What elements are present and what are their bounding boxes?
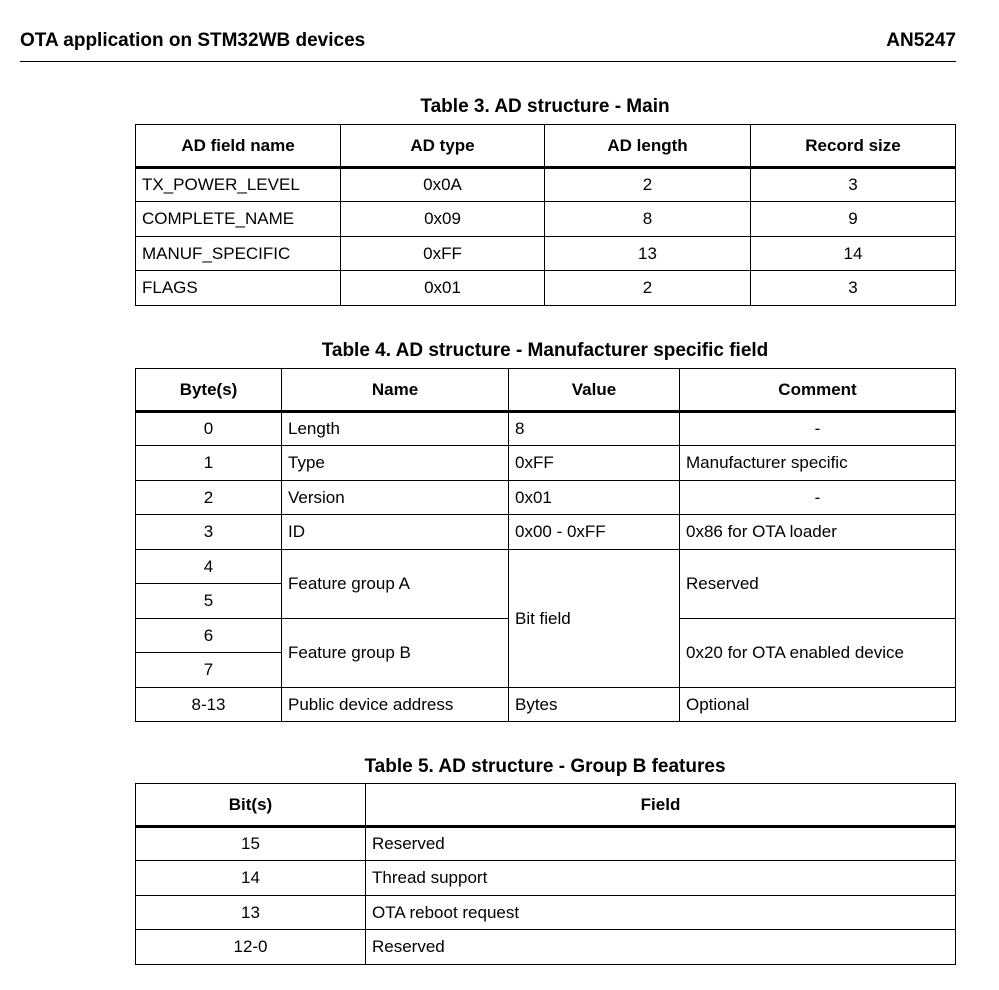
- table4-cell: 0x20 for OTA enabled device: [680, 619, 956, 688]
- table4-cell: 4: [136, 550, 282, 584]
- table4-cell: 0: [136, 412, 282, 446]
- table3-header-field-name: AD field name: [136, 125, 341, 168]
- table-row: [136, 237, 956, 271]
- page-header: [20, 30, 956, 62]
- document-id: AN5247: [886, 30, 956, 51]
- table4-cell: Optional: [680, 688, 956, 722]
- table-row: [136, 688, 956, 722]
- table3-cell: TX_POWER_LEVEL: [136, 168, 341, 202]
- table4-cell: 2: [136, 481, 282, 515]
- table5-header-field: Field: [366, 784, 956, 827]
- table3-cell: 0x09: [341, 202, 545, 237]
- table4-cell: Reserved: [680, 550, 956, 619]
- table4-cell: 3: [136, 515, 282, 550]
- table3-cell: 2: [545, 168, 751, 202]
- table4-manufacturer-specific-field: [135, 368, 956, 722]
- table3-header-ad-length: AD length: [545, 125, 751, 168]
- table-row: [136, 481, 956, 515]
- table4-cell: Public device address: [282, 688, 509, 722]
- table5-cell: 12-0: [136, 930, 366, 965]
- table-row: [136, 446, 956, 481]
- table4-cell: 0x01: [509, 481, 680, 515]
- table5-cell: OTA reboot request: [366, 896, 956, 930]
- table-row: [136, 861, 956, 896]
- table4-cell: 8-13: [136, 688, 282, 722]
- table-row: [136, 168, 956, 202]
- table4-cell: Feature group A: [282, 550, 509, 619]
- table4-cell: -: [680, 481, 956, 515]
- table3-cell: 0x0A: [341, 168, 545, 202]
- table4-cell: 0x86 for OTA loader: [680, 515, 956, 550]
- table-row: [136, 271, 956, 306]
- table4-cell: Bytes: [509, 688, 680, 722]
- table-row: [136, 202, 956, 237]
- table4-cell: Type: [282, 446, 509, 481]
- table4-cell: Feature group B: [282, 619, 509, 688]
- table5-cell: Reserved: [366, 827, 956, 861]
- table3-cell: FLAGS: [136, 271, 341, 306]
- table3-cell: MANUF_SPECIFIC: [136, 237, 341, 271]
- table5-cell: 15: [136, 827, 366, 861]
- table4-cell: 7: [136, 653, 282, 688]
- table3-caption: Table 3. AD structure - Main: [420, 96, 670, 117]
- table5-caption: Table 5. AD structure - Group B features: [364, 756, 726, 777]
- table4-header-value: Value: [509, 369, 680, 412]
- table3-ad-structure-main: [135, 124, 956, 306]
- table5-cell: 14: [136, 861, 366, 896]
- table4-cell: 5: [136, 584, 282, 619]
- table3-cell: 8: [545, 202, 751, 237]
- table3-header-ad-type: AD type: [341, 125, 545, 168]
- table3-cell: 0x01: [341, 271, 545, 306]
- table4-cell: -: [680, 412, 956, 446]
- table-row: [136, 827, 956, 861]
- table3-header-record-size: Record size: [751, 125, 956, 168]
- table4-header-name: Name: [282, 369, 509, 412]
- table4-cell: 0x00 - 0xFF: [509, 515, 680, 550]
- table4-header-bytes: Byte(s): [136, 369, 282, 412]
- table4-caption: Table 4. AD structure - Manufacturer specific field: [321, 340, 769, 361]
- table-row: [136, 930, 956, 965]
- table4-cell: Manufacturer specific: [680, 446, 956, 481]
- table4-cell: Version: [282, 481, 509, 515]
- document-title: OTA application on STM32WB devices: [20, 30, 366, 51]
- table4-cell: 1: [136, 446, 282, 481]
- table4-cell: Bit field: [509, 550, 680, 688]
- table5-cell: Thread support: [366, 861, 956, 896]
- table3-cell: 14: [751, 237, 956, 271]
- table5-group-b-features: [135, 783, 956, 965]
- table3-cell: 0xFF: [341, 237, 545, 271]
- table5-cell: Reserved: [366, 930, 956, 965]
- table-row: [136, 896, 956, 930]
- table4-cell: 8: [509, 412, 680, 446]
- table-row: [136, 412, 956, 446]
- table-row: [136, 515, 956, 550]
- table3-cell: COMPLETE_NAME: [136, 202, 341, 237]
- table4-cell: 0xFF: [509, 446, 680, 481]
- table3-cell: 3: [751, 271, 956, 306]
- table4-cell: 6: [136, 619, 282, 653]
- table3-cell: 3: [751, 168, 956, 202]
- table4-cell: Length: [282, 412, 509, 446]
- table-row: [136, 550, 956, 584]
- table4-cell: ID: [282, 515, 509, 550]
- table5-cell: 13: [136, 896, 366, 930]
- table3-cell: 2: [545, 271, 751, 306]
- table3-cell: 13: [545, 237, 751, 271]
- table4-header-comment: Comment: [680, 369, 956, 412]
- table5-header-bits: Bit(s): [136, 784, 366, 827]
- table3-cell: 9: [751, 202, 956, 237]
